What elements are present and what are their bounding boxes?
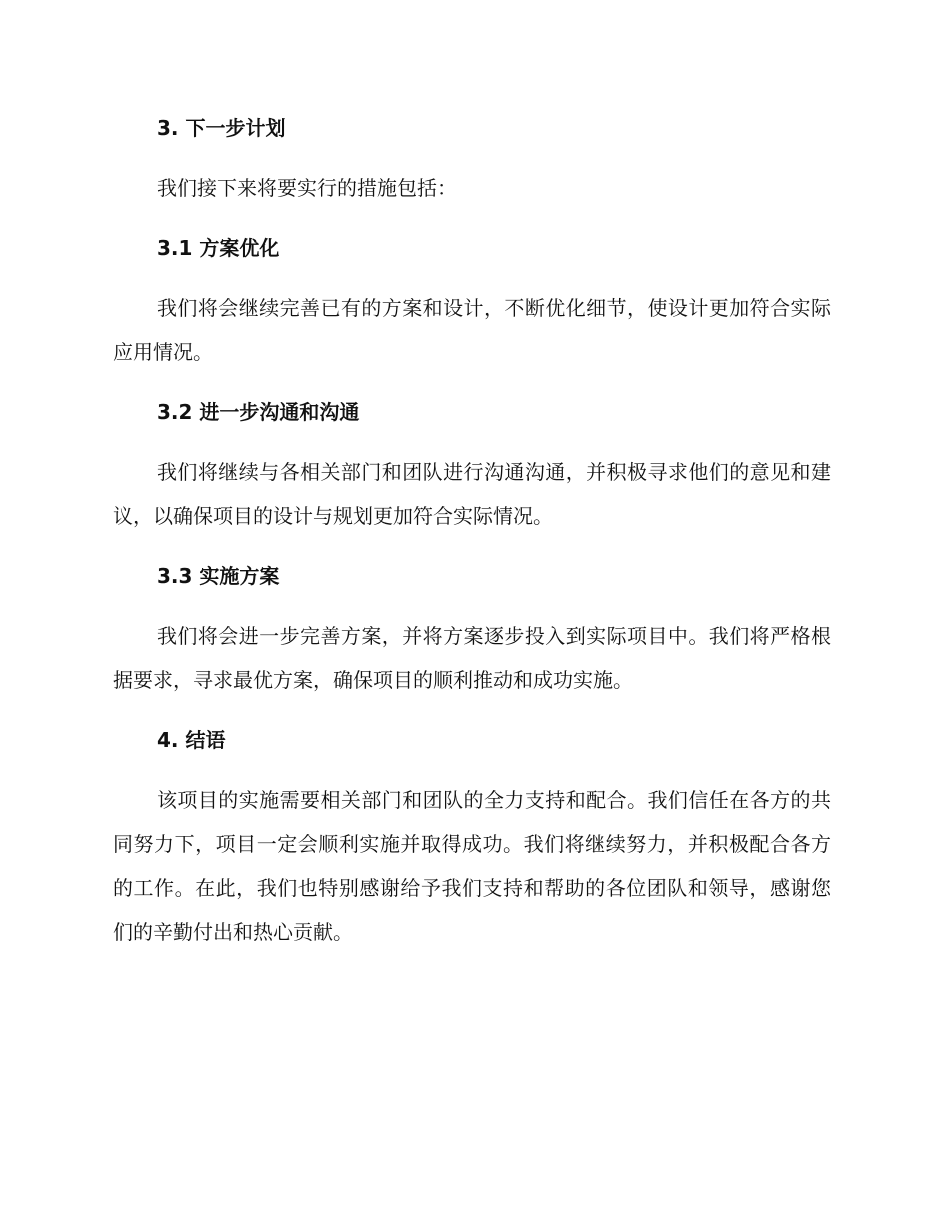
section-heading-communication: 3.2 进一步沟通和沟通 <box>157 400 360 424</box>
section-paragraph-next-steps: 我们接下来将要实行的措施包括： <box>157 176 457 200</box>
section-heading-plan-optimization: 3.1 方案优化 <box>157 236 280 260</box>
section-heading-next-steps: 3. 下一步计划 <box>157 116 286 140</box>
section-paragraph-plan-optimization: 我们将会继续完善已有的方案和设计，不断优化细节，使设计更加符合实际应用情况。 <box>113 296 831 364</box>
section-heading-conclusion: 4. 结语 <box>157 728 226 752</box>
document-body <box>113 108 831 954</box>
section-paragraph-conclusion: 该项目的实施需要相关部门和团队的全力支持和配合。我们信任在各方的共同努力下，项目一定会顺利实施并取得成功。我们将继续努力，并积极配合各方的工作。在此，我们也特别感谢给予我们支持和帮助的各位团队和领导，感谢您们的辛勤付出和热心贡献。 <box>113 788 831 944</box>
section-paragraph-implementation: 我们将会进一步完善方案，并将方案逐步投入到实际项目中。我们将严格根据要求，寻求最优方案，确保项目的顺利推动和成功实施。 <box>113 624 831 692</box>
section-heading-implementation: 3.3 实施方案 <box>157 564 280 588</box>
section-paragraph-communication: 我们将继续与各相关部门和团队进行沟通沟通，并积极寻求他们的意见和建议，以确保项目的设计与规划更加符合实际情况。 <box>113 460 831 528</box>
